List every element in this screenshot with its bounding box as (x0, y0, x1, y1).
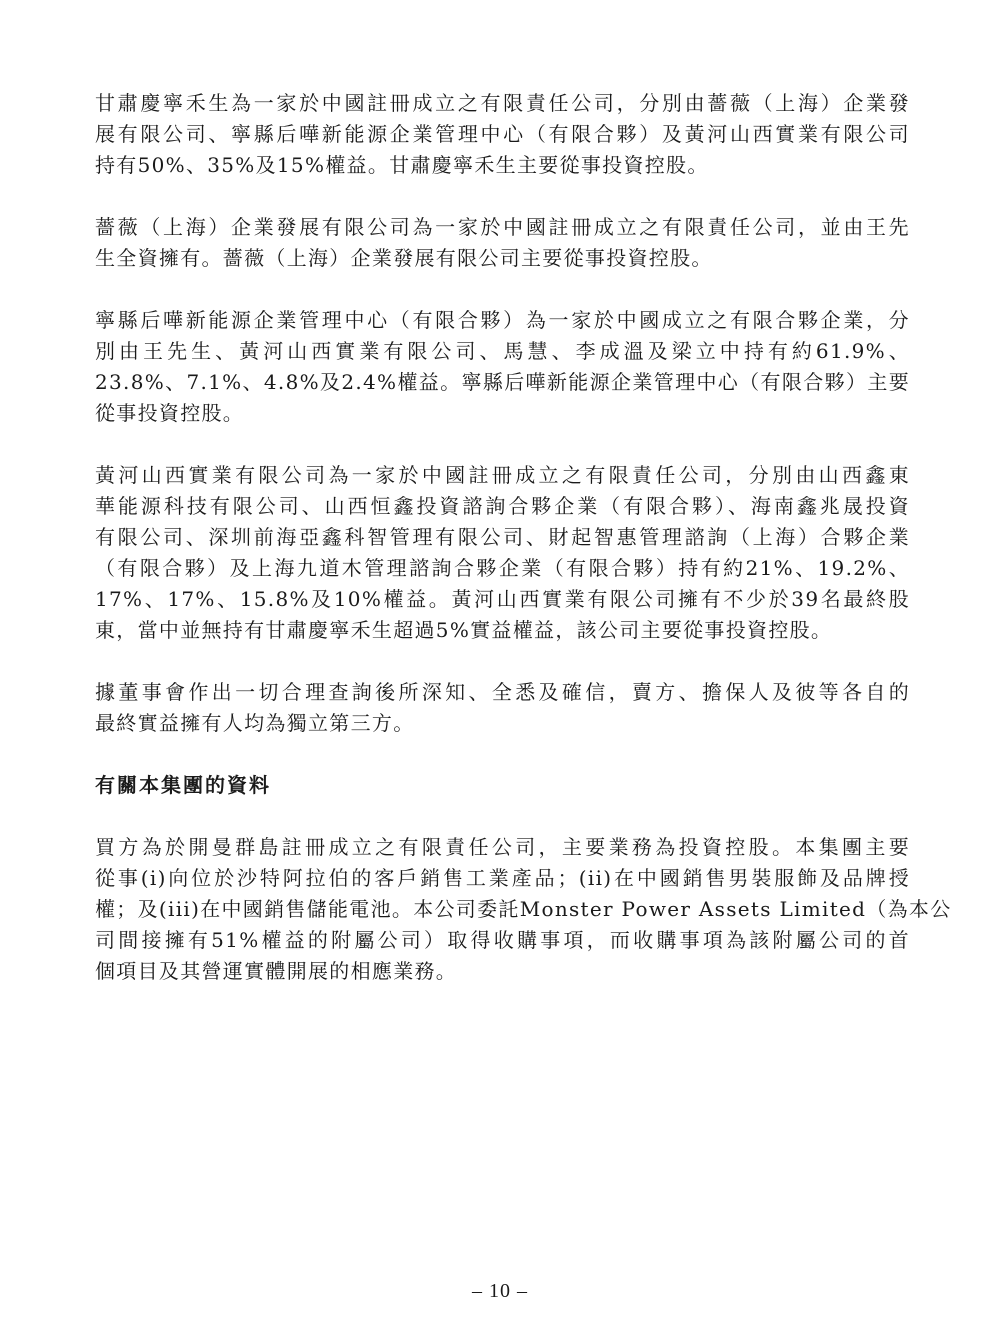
text-line: 別由王先生、黃河山西實業有限公司、馬慧、李成溫及梁立中持有約61.9%、 (95, 339, 910, 363)
text-line: 華能源科技有限公司、山西恒鑫投資諮詢合夥企業（有限合夥）、海南鑫兆晟投資 (95, 494, 910, 518)
text-line: 從事投資控股。 (95, 401, 245, 425)
text-line: 有限公司、深圳前海亞鑫科智管理有限公司、財起智惠管理諮詢（上海）合夥企業 (95, 525, 910, 549)
text-line: 17%、17%、15.8%及10%權益。黃河山西實業有限公司擁有不少於39名最終股 (95, 587, 910, 611)
text-line: 東，當中並無持有甘肅慶寧禾生超過5%實益權益，該公司主要從事投資控股。 (95, 618, 833, 642)
paragraph-huanghe-shanxi (95, 460, 910, 646)
text-line: （有限合夥）及上海九道木管理諮詢合夥企業（有限合夥）持有約21%、19.2%、 (95, 556, 910, 580)
text-line: 司間接擁有51%權益的附屬公司）取得收購事項，而收購事項為該附屬公司的首 (95, 928, 910, 952)
text-line: 甘肅慶寧禾生為一家於中國註冊成立之有限責任公司，分別由薔薇（上海）企業發 (95, 91, 910, 115)
paragraph-ningxian-partnership (95, 305, 910, 429)
text-line: 生全資擁有。薔薇（上海）企業發展有限公司主要從事投資控股。 (95, 246, 713, 270)
text-line: 從事(i)向位於沙特阿拉伯的客戶銷售工業產品；(ii)在中國銷售男裝服飾及品牌授 (95, 866, 910, 890)
text-line: 買方為於開曼群島註冊成立之有限責任公司，主要業務為投資控股。本集團主要 (95, 835, 910, 859)
document-body (95, 88, 952, 987)
text-line: 個項目及其營運實體開展的相應業務。 (95, 959, 458, 983)
page-number: – 10 – (472, 1280, 528, 1302)
paragraph-qiangwei-shanghai (95, 212, 910, 274)
paragraph-gansu-qingning (95, 88, 910, 181)
section-heading: 有關本集團的資料 (95, 773, 271, 797)
text-line: 黃河山西實業有限公司為一家於中國註冊成立之有限責任公司，分別由山西鑫東 (95, 463, 910, 487)
paragraph-group-information (95, 832, 952, 987)
text-line: 權；及(iii)在中國銷售儲能電池。本公司委託Monster Power Assets Limited（為本公 (95, 897, 952, 921)
text-line: 寧縣后嘩新能源企業管理中心（有限合夥）為一家於中國成立之有限合夥企業，分 (95, 308, 910, 332)
text-line: 展有限公司、寧縣后嘩新能源企業管理中心（有限合夥）及黃河山西實業有限公司 (95, 122, 910, 146)
text-line: 最終實益擁有人均為獨立第三方。 (95, 711, 415, 735)
text-line: 據董事會作出一切合理查詢後所深知、全悉及確信，賣方、擔保人及彼等各自的 (95, 680, 910, 704)
paragraph-independence-statement (95, 677, 910, 739)
text-line: 持有50%、35%及15%權益。甘肅慶寧禾生主要從事投資控股。 (95, 153, 709, 177)
text-line: 23.8%、7.1%、4.8%及2.4%權益。寧縣后嘩新能源企業管理中心（有限合夥）主要 (95, 370, 910, 394)
text-line: 薔薇（上海）企業發展有限公司為一家於中國註冊成立之有限責任公司，並由王先 (95, 215, 910, 239)
